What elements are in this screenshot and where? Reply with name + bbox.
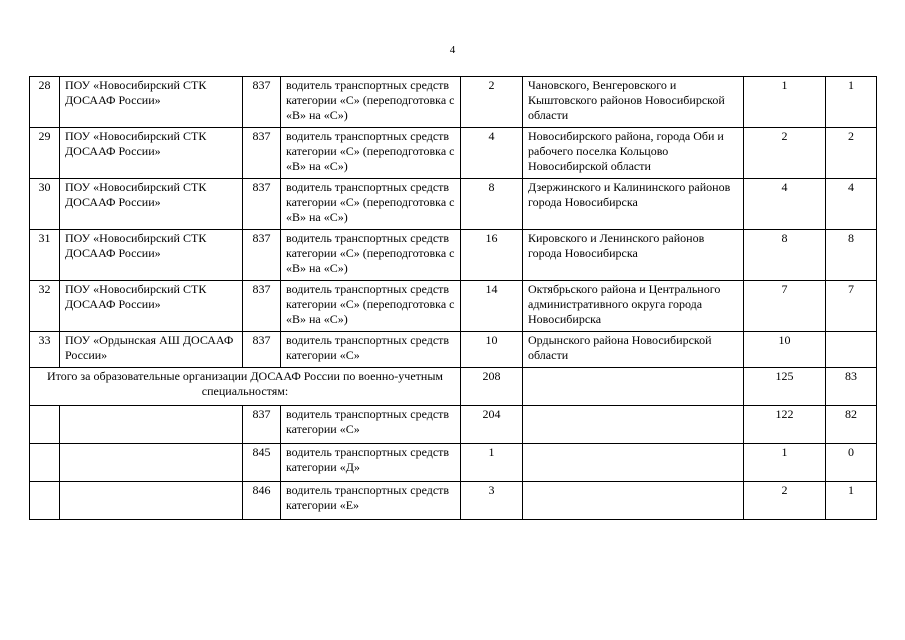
empty-cell [523, 406, 744, 444]
row-number: 30 [30, 179, 60, 230]
specialty-cell: водитель транспортных средств категории «Е» [281, 482, 461, 520]
empty-cell [60, 444, 243, 482]
empty-cell [60, 406, 243, 444]
empty-cell [60, 482, 243, 520]
quantity-cell: 14 [461, 281, 523, 332]
total-label: Итого за образовательные организации ДОСААФ России по военно-учетным специальностям: [30, 368, 461, 406]
table-row [30, 179, 877, 230]
table-row [30, 281, 877, 332]
specialty-cell: водитель транспортных средств категории «С» (переподготовка с «В» на «С») [281, 179, 461, 230]
quantity-cell: 16 [461, 230, 523, 281]
table-row [30, 77, 877, 128]
quantity-cell: 204 [461, 406, 523, 444]
quantity-cell: 4 [461, 128, 523, 179]
count-a-cell: 8 [744, 230, 826, 281]
specialty-code-cell: 837 [243, 179, 281, 230]
specialty-cell: водитель транспортных средств категории «С» (переподготовка с «В» на «С») [281, 128, 461, 179]
specialty-cell: водитель транспортных средств категории «Д» [281, 444, 461, 482]
empty-cell [523, 368, 744, 406]
row-number: 29 [30, 128, 60, 179]
allocation-table [29, 76, 877, 520]
specialty-code-cell: 837 [243, 281, 281, 332]
region-cell: Дзержинского и Калининского районов города Новосибирска [523, 179, 744, 230]
specialty-cell: водитель транспортных средств категории «С» [281, 332, 461, 368]
subtotal-row [30, 444, 877, 482]
count-a-cell: 2 [744, 128, 826, 179]
total-count-a: 125 [744, 368, 826, 406]
count-a-cell: 7 [744, 281, 826, 332]
organization-cell: ПОУ «Новосибирский СТК ДОСААФ России» [60, 281, 243, 332]
empty-cell [30, 444, 60, 482]
count-b-cell: 1 [826, 77, 877, 128]
specialty-cell: водитель транспортных средств категории «С» (переподготовка с «В» на «С») [281, 281, 461, 332]
organization-cell: ПОУ «Новосибирский СТК ДОСААФ России» [60, 179, 243, 230]
quantity-cell: 1 [461, 444, 523, 482]
quantity-cell: 10 [461, 332, 523, 368]
region-cell: Октябрьского района и Центрального административного округа города Новосибирска [523, 281, 744, 332]
quantity-cell: 2 [461, 77, 523, 128]
count-b-cell: 7 [826, 281, 877, 332]
total-quantity: 208 [461, 368, 523, 406]
table-row [30, 128, 877, 179]
specialty-code-cell: 837 [243, 406, 281, 444]
table-row [30, 230, 877, 281]
empty-cell [523, 444, 744, 482]
region-cell: Новосибирского района, города Оби и рабочего поселка Кольцово Новосибирской области [523, 128, 744, 179]
empty-cell [523, 482, 744, 520]
region-cell: Ордынского района Новосибирской области [523, 332, 744, 368]
count-a-cell: 10 [744, 332, 826, 368]
row-number: 32 [30, 281, 60, 332]
count-b-cell: 8 [826, 230, 877, 281]
row-number: 28 [30, 77, 60, 128]
count-a-cell: 1 [744, 444, 826, 482]
total-row [30, 368, 877, 406]
specialty-code-cell: 845 [243, 444, 281, 482]
row-number: 33 [30, 332, 60, 368]
specialty-code-cell: 846 [243, 482, 281, 520]
count-a-cell: 4 [744, 179, 826, 230]
subtotal-row [30, 482, 877, 520]
specialty-code-cell: 837 [243, 77, 281, 128]
specialty-cell: водитель транспортных средств категории «С» (переподготовка с «В» на «С») [281, 77, 461, 128]
empty-cell [30, 406, 60, 444]
count-a-cell: 1 [744, 77, 826, 128]
organization-cell: ПОУ «Новосибирский СТК ДОСААФ России» [60, 128, 243, 179]
organization-cell: ПОУ «Новосибирский СТК ДОСААФ России» [60, 230, 243, 281]
organization-cell: ПОУ «Новосибирский СТК ДОСААФ России» [60, 77, 243, 128]
table-row [30, 332, 877, 368]
subtotal-row [30, 406, 877, 444]
specialty-cell: водитель транспортных средств категории «С» [281, 406, 461, 444]
quantity-cell: 8 [461, 179, 523, 230]
region-cell: Чановского, Венгеровского и Кыштовского районов Новосибирской области [523, 77, 744, 128]
specialty-cell: водитель транспортных средств категории «С» (переподготовка с «В» на «С») [281, 230, 461, 281]
page-number: 4 [449, 44, 456, 56]
count-b-cell: 82 [826, 406, 877, 444]
count-a-cell: 122 [744, 406, 826, 444]
count-b-cell: 1 [826, 482, 877, 520]
empty-cell [30, 482, 60, 520]
specialty-code-cell: 837 [243, 128, 281, 179]
specialty-code-cell: 837 [243, 230, 281, 281]
count-b-cell: 4 [826, 179, 877, 230]
organization-cell: ПОУ «Ордынская АШ ДОСААФ России» [60, 332, 243, 368]
specialty-code-cell: 837 [243, 332, 281, 368]
count-b-cell: 0 [826, 444, 877, 482]
region-cell: Кировского и Ленинского районов города Новосибирска [523, 230, 744, 281]
total-count-b: 83 [826, 368, 877, 406]
row-number: 31 [30, 230, 60, 281]
quantity-cell: 3 [461, 482, 523, 520]
count-a-cell: 2 [744, 482, 826, 520]
count-b-cell [826, 332, 877, 368]
count-b-cell: 2 [826, 128, 877, 179]
